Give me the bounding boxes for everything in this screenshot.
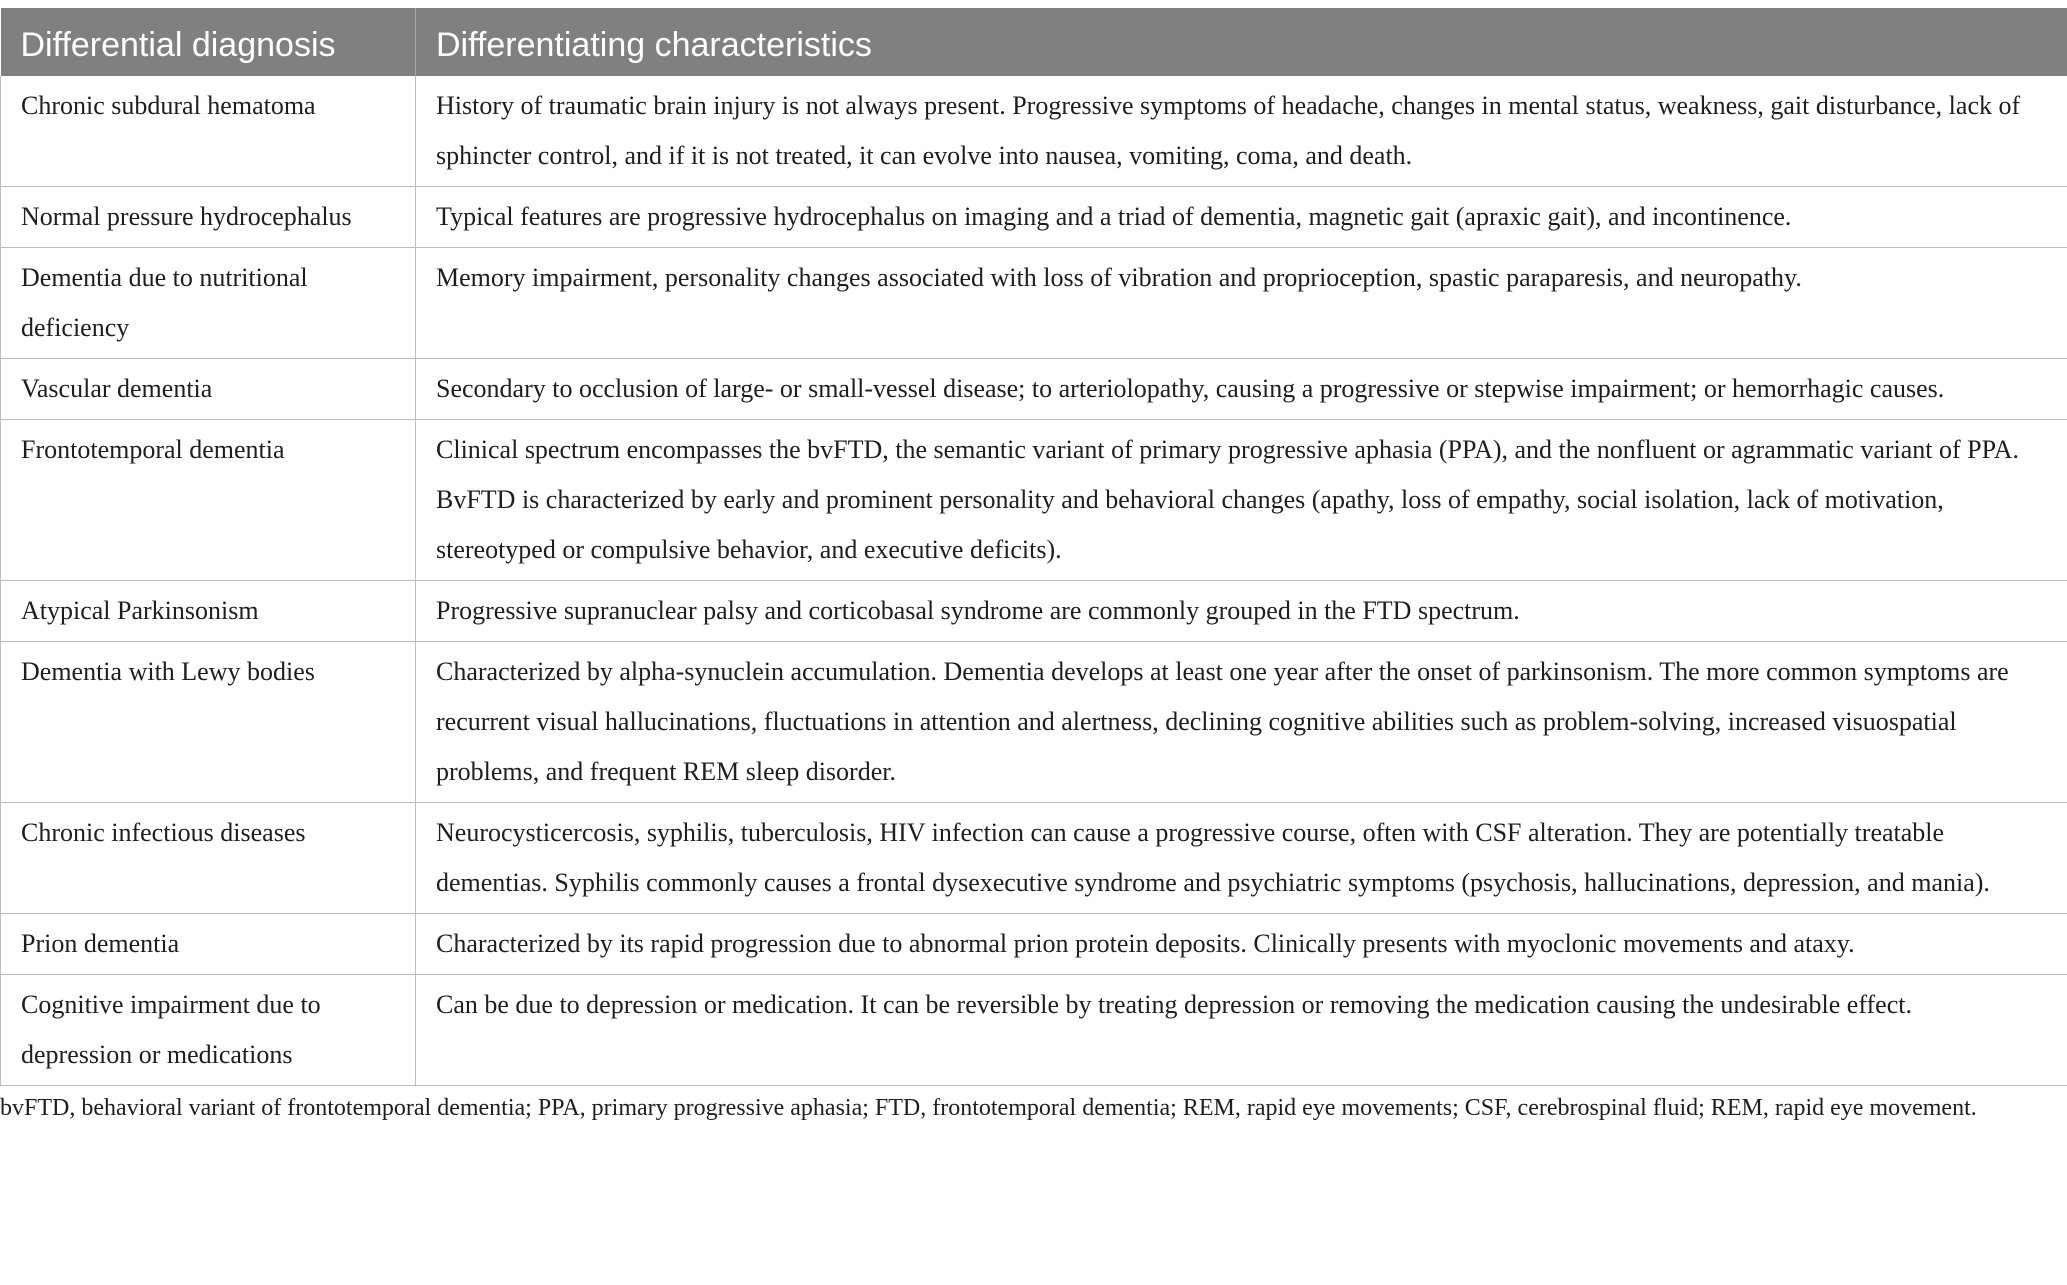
differential-diagnosis-table [0,8,2067,1086]
table-row [1,359,2067,420]
characteristics-cell: Memory impairment, personality changes associated with loss of vibration and proprioception, spastic paraparesis, and neuropathy. [416,248,2067,359]
diagnosis-cell: Vascular dementia [1,359,416,420]
table-row [1,187,2067,248]
characteristics-cell: History of traumatic brain injury is not always present. Progressive symptoms of headache, changes in mental status, weakness, gait disturbance, lack of sphincter control, and if it is not treated, it can evolve into nausea, vomiting, coma, and death. [416,76,2067,187]
header-row [1,8,2067,76]
table-row [1,975,2067,1086]
diagnosis-cell: Cognitive impairment due to depression or medications [1,975,416,1086]
characteristics-cell: Clinical spectrum encompasses the bvFTD, the semantic variant of primary progressive aphasia (PPA), and the nonfluent or agrammatic variant of PPA. BvFTD is characterized by early and prominent personality and behavioral changes (apathy, loss of empathy, social isolation, lack of motivation, stereotyped or compulsive behavior, and executive deficits). [416,420,2067,581]
characteristics-cell: Progressive supranuclear palsy and corticobasal syndrome are commonly grouped in the FTD spectrum. [416,581,2067,642]
characteristics-cell: Typical features are progressive hydrocephalus on imaging and a triad of dementia, magnetic gait (apraxic gait), and incontinence. [416,187,2067,248]
diagnosis-cell: Atypical Parkinsonism [1,581,416,642]
diagnosis-cell: Chronic infectious diseases [1,803,416,914]
diagnosis-cell: Frontotemporal dementia [1,420,416,581]
table-row [1,581,2067,642]
table-body [1,76,2067,1086]
diagnosis-cell: Dementia due to nutritional deficiency [1,248,416,359]
table-row [1,642,2067,803]
table-row [1,248,2067,359]
diagnosis-cell: Prion dementia [1,914,416,975]
diagnosis-cell: Normal pressure hydrocephalus [1,187,416,248]
column-header-characteristics: Differentiating characteristics [416,8,2067,76]
table-row [1,420,2067,581]
table-row [1,803,2067,914]
characteristics-cell: Can be due to depression or medication. It can be reversible by treating depression or removing the medication causing the undesirable effect. [416,975,2067,1086]
characteristics-cell: Characterized by alpha-synuclein accumulation. Dementia develops at least one year after the onset of parkinsonism. The more common symptoms are recurrent visual hallucinations, fluctuations in attention and alertness, declining cognitive abilities such as problem-solving, increased visuospatial problems, and frequent REM sleep disorder. [416,642,2067,803]
table-row [1,914,2067,975]
table-row [1,76,2067,187]
diagnosis-cell: Dementia with Lewy bodies [1,642,416,803]
document [0,8,2067,1126]
table-header [1,8,2067,76]
column-header-diagnosis: Differential diagnosis [1,8,416,76]
characteristics-cell: Secondary to occlusion of large- or small-vessel disease; to arteriolopathy, causing a progressive or stepwise impairment; or hemorrhagic causes. [416,359,2067,420]
diagnosis-cell: Chronic subdural hematoma [1,76,416,187]
characteristics-cell: Neurocysticercosis, syphilis, tuberculosis, HIV infection can cause a progressive course, often with CSF alteration. They are potentially treatable dementias. Syphilis commonly causes a frontal dysexecutive syndrome and psychiatric symptoms (psychosis, hallucinations, depression, and mania). [416,803,2067,914]
table-footnote: bvFTD, behavioral variant of frontotemporal dementia; PPA, primary progressive aphasia; FTD, frontotemporal dementia; REM, rapid eye movements; CSF, cerebrospinal fluid; REM, rapid eye movement. [0,1095,1977,1121]
characteristics-cell: Characterized by its rapid progression due to abnormal prion protein deposits. Clinically presents with myoclonic movements and ataxy. [416,914,2067,975]
